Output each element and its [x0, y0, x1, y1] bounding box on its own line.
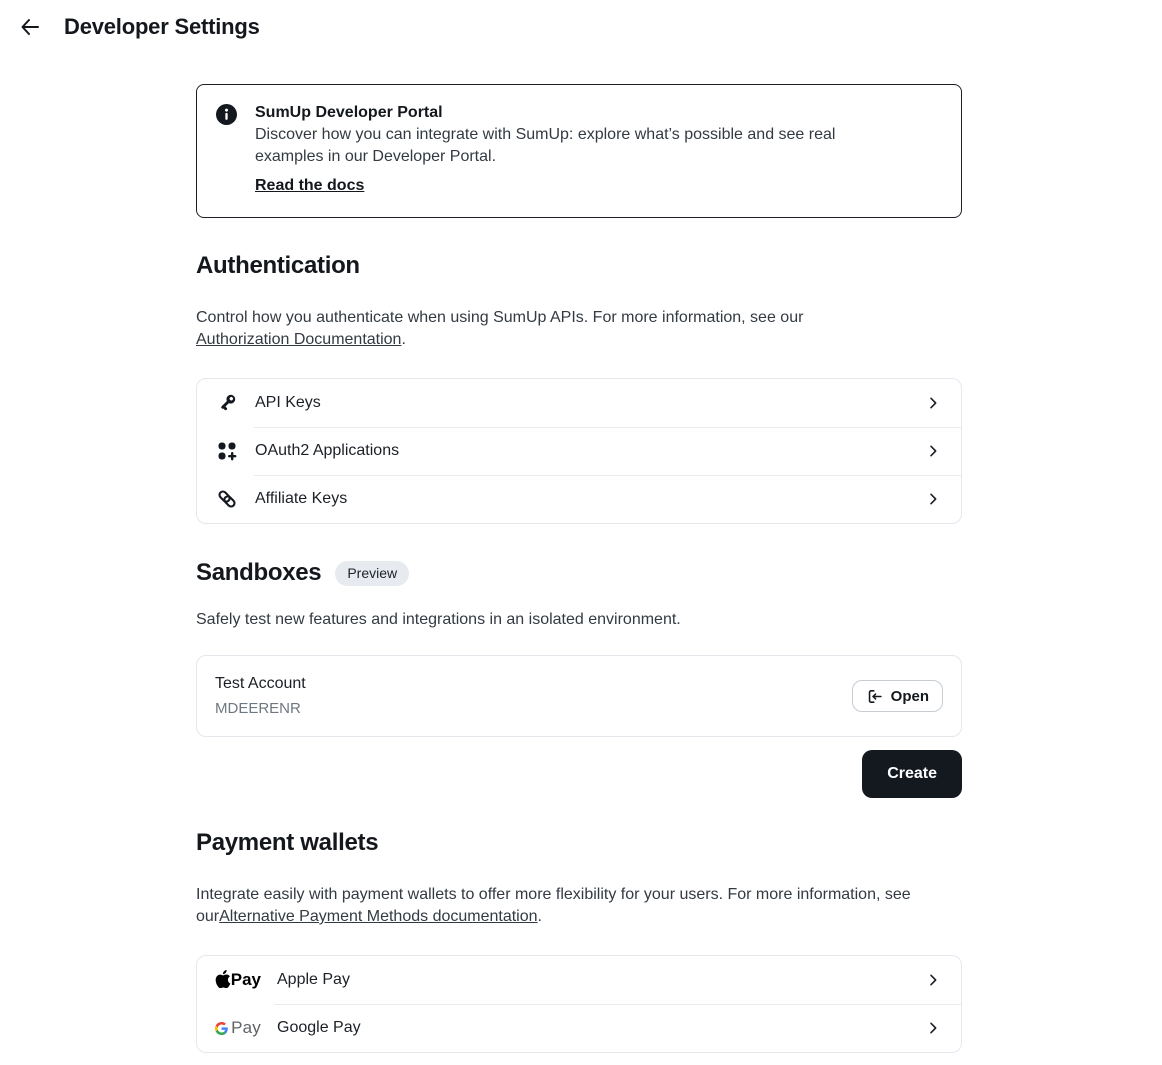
sandboxes-heading: Sandboxes: [196, 559, 322, 586]
payment-wallets-list: [196, 955, 962, 1053]
account-name: Test Account: [215, 675, 306, 692]
list-item-label: Affiliate Keys: [255, 490, 348, 507]
list-item-label: OAuth2 Applications: [255, 442, 400, 459]
sandboxes-description: Safely test new features and integrations in an isolated environment.: [196, 611, 681, 628]
list-item-label: Apple Pay: [277, 971, 350, 988]
list-item-label: API Keys: [255, 394, 321, 411]
apple-pay-wordmark: Pay: [230, 970, 261, 989]
payment-wallets-description: Integrate easily with payment wallets to offer more flexibility for your users. For more information, see ourAlternative Payment Methods documentation.: [196, 886, 911, 925]
chevron-right-icon: [925, 491, 941, 507]
page-header: [0, 0, 1162, 53]
authentication-list: [196, 378, 962, 524]
google-pay-wordmark: Pay: [231, 1018, 261, 1037]
page-title: Developer Settings: [64, 14, 260, 39]
alternative-payment-methods-link[interactable]: Alternative Payment Methods documentation: [219, 908, 538, 925]
log-in-icon: [866, 688, 883, 705]
payment-wallets-heading: Payment wallets: [196, 829, 379, 856]
chevron-right-icon: [925, 1020, 941, 1036]
chevron-right-icon: [925, 972, 941, 988]
list-item-google-pay[interactable]: [197, 1004, 961, 1052]
back-button[interactable]: [16, 13, 44, 41]
account-code: MDEERENR: [215, 700, 301, 717]
main-content: [196, 84, 962, 1053]
list-item-oauth2-applications[interactable]: [197, 427, 961, 475]
authorization-documentation-link[interactable]: Authorization Documentation: [196, 331, 402, 348]
banner-body: Discover how you can integrate with SumUp: explore what’s possible and see real examples in our Developer Portal.: [255, 126, 836, 165]
list-item-affiliate-keys[interactable]: [197, 475, 961, 523]
read-the-docs-link[interactable]: Read the docs: [255, 177, 365, 194]
google-pay-logo: [215, 1018, 261, 1038]
list-item-apple-pay[interactable]: [197, 956, 961, 1004]
chevron-right-icon: [925, 443, 941, 459]
create-button[interactable]: Create: [862, 750, 962, 798]
authentication-description: Control how you authenticate when using SumUp APIs. For more information, see our Authorization Documentation.: [196, 309, 804, 348]
link-icon: [215, 487, 239, 511]
developer-portal-banner: [196, 84, 962, 218]
chevron-right-icon: [925, 395, 941, 411]
info-icon: [216, 104, 237, 195]
list-item-api-keys[interactable]: [197, 379, 961, 427]
arrow-left-icon: [18, 15, 42, 39]
banner-title: SumUp Developer Portal: [255, 104, 443, 121]
open-button[interactable]: [852, 680, 943, 712]
open-button-label: Open: [890, 687, 929, 705]
apple-pay-logo: [215, 970, 261, 990]
list-item-label: Google Pay: [277, 1019, 361, 1036]
sandbox-account-card: [196, 655, 962, 737]
authentication-heading: Authentication: [196, 252, 360, 279]
key-icon: [215, 391, 239, 415]
apps-add-icon: [215, 439, 239, 463]
preview-badge: Preview: [335, 561, 409, 586]
